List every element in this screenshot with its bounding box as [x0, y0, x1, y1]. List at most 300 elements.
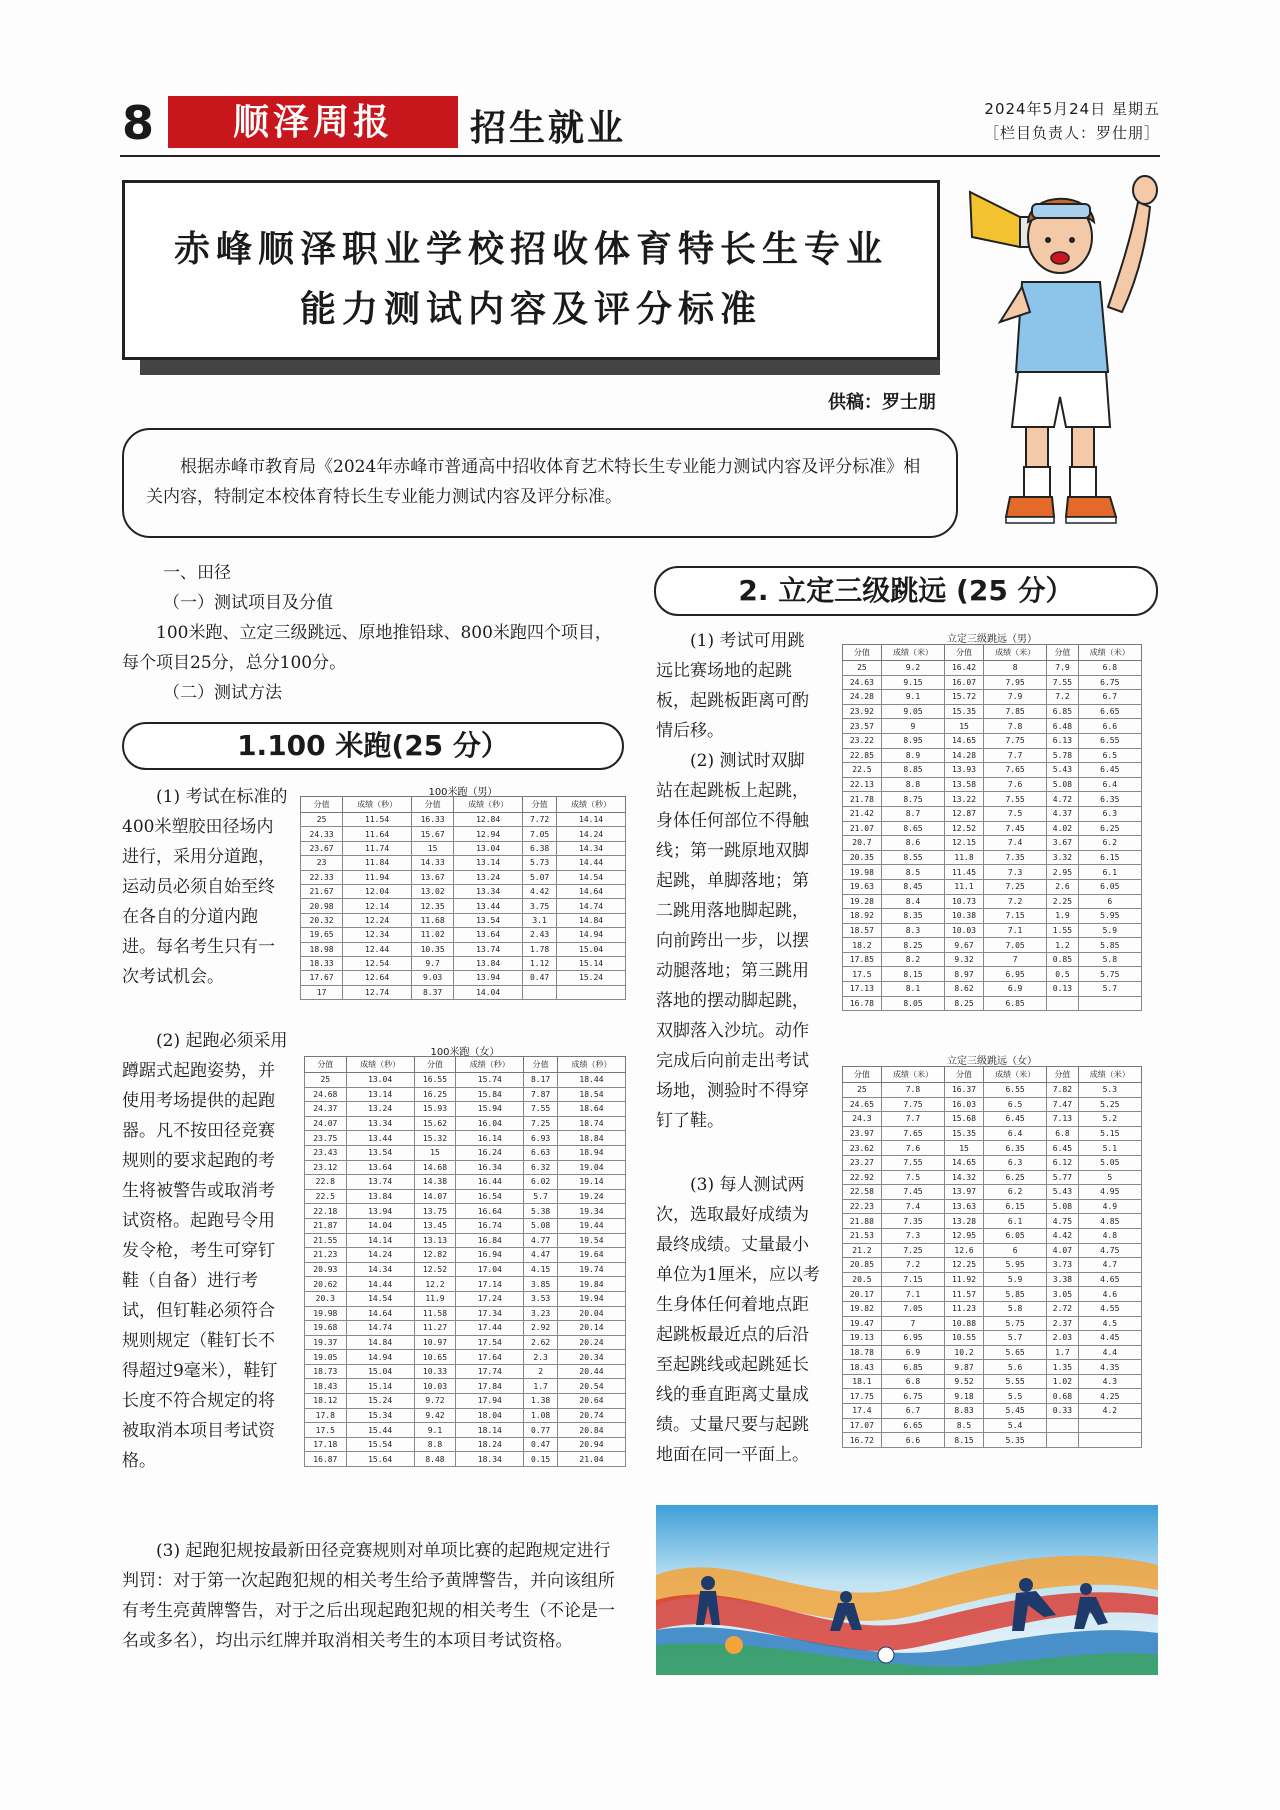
table-cell: 6.4 [1078, 777, 1141, 792]
table-row [843, 894, 1142, 909]
table-cell: 22.5 [843, 763, 882, 778]
table-header-cell: 成绩（米） [881, 1067, 944, 1083]
table-cell: 5.2 [1078, 1112, 1141, 1127]
table-cell: 4.9 [1078, 1199, 1141, 1214]
table-cell: 15.35 [945, 1126, 984, 1141]
table-cell: 6 [1078, 894, 1141, 909]
table-cell: 8.8 [414, 1437, 456, 1452]
table-cell: 15 [945, 1141, 984, 1156]
table-cell [1047, 996, 1078, 1011]
table-cell: 9.42 [414, 1408, 456, 1423]
table-cell: 3.1 [523, 913, 557, 927]
table-cell: 24.65 [843, 1097, 882, 1112]
table-cell: 4.3 [1078, 1374, 1141, 1389]
table-cell: 6.55 [1078, 733, 1141, 748]
table-cell: 10.33 [414, 1364, 456, 1379]
table-cell: 0.85 [1047, 952, 1078, 967]
table-cell: 17.5 [843, 967, 882, 982]
table-cell: 16.24 [456, 1145, 524, 1160]
table-cell: 12.87 [945, 806, 984, 821]
table-cell: 4.8 [1078, 1228, 1141, 1243]
table-cell: 23.22 [843, 733, 882, 748]
table-cell: 6.02 [524, 1175, 558, 1190]
table-cell: 13.74 [346, 1175, 414, 1190]
table-cell: 20.54 [557, 1379, 625, 1394]
table-row [843, 675, 1142, 690]
table-cell: 20.34 [557, 1350, 625, 1365]
table-cell: 22.92 [843, 1170, 882, 1185]
table-row [305, 1131, 626, 1146]
table-cell: 25 [305, 1073, 347, 1088]
table-cell: 24.63 [843, 675, 882, 690]
table-cell: 7.13 [1047, 1112, 1078, 1127]
items-paragraph: 100米跑、立定三级跳远、原地推铅球、800米跑四个项目，每个项目25分，总分100分。 [122, 623, 612, 673]
table-cell: 22.85 [843, 748, 882, 763]
table-cell: 19.54 [557, 1233, 625, 1248]
table-row [843, 909, 1142, 924]
table-cell: 6.75 [881, 1389, 944, 1404]
table-cell: 19.13 [843, 1331, 882, 1346]
table-cell: 5.73 [523, 856, 557, 870]
table-cell: 15.54 [346, 1437, 414, 1452]
table-cell: 14.34 [346, 1262, 414, 1277]
table-cell: 17.75 [843, 1389, 882, 1404]
table-cell: 13.02 [412, 884, 454, 898]
table-cell: 14.54 [557, 870, 626, 884]
table-cell: 6.7 [1078, 690, 1141, 705]
table-cell: 17.07 [843, 1418, 882, 1433]
table-cell: 6.45 [1078, 763, 1141, 778]
table-cell: 22.8 [305, 1175, 347, 1190]
table-row [843, 1316, 1142, 1331]
table-cell: 11.1 [945, 879, 984, 894]
table-row [305, 1145, 626, 1160]
table-row [305, 1116, 626, 1131]
table-row [305, 1189, 626, 1204]
table-cell: 8.1 [881, 982, 944, 997]
table-cell: 7.55 [524, 1102, 558, 1117]
table-cell: 20.32 [301, 913, 343, 927]
table-cell: 18.04 [456, 1408, 524, 1423]
table-header-cell: 成绩（秒） [557, 1057, 625, 1073]
table-row [305, 1175, 626, 1190]
table-cell: 4.2 [1078, 1404, 1141, 1419]
table-cell: 6 [983, 1243, 1046, 1258]
section-heading-track: 一、田径 [163, 563, 231, 583]
table-cell: 13.28 [945, 1214, 984, 1229]
table-cell: 6.63 [524, 1145, 558, 1160]
table-cell: 17.24 [456, 1291, 524, 1306]
table-cell: 15.14 [557, 956, 626, 970]
table-cell: 5.55 [983, 1374, 1046, 1389]
table-cell: 15.72 [945, 690, 984, 705]
table-cell: 12.24 [343, 913, 412, 927]
table-cell: 23.75 [305, 1131, 347, 1146]
table-cell: 4.95 [1078, 1185, 1141, 1200]
table-cell [1078, 1433, 1141, 1448]
table-cell: 13.94 [346, 1204, 414, 1219]
table-cell: 7.4 [983, 836, 1046, 851]
table-row [305, 1262, 626, 1277]
table-header-cell: 分值 [305, 1057, 347, 1073]
table-cell: 4.02 [1047, 821, 1078, 836]
table-cell: 9.15 [881, 675, 944, 690]
table-cell: 1.7 [524, 1379, 558, 1394]
table-cell: 14.74 [557, 899, 626, 913]
table-cell: 11.57 [945, 1287, 984, 1302]
title-line-1: 赤峰顺泽职业学校招收体育特长生专业 [173, 229, 888, 270]
table-cell: 1.78 [523, 942, 557, 956]
table-cell: 13.54 [454, 913, 523, 927]
table-cell: 11.8 [945, 850, 984, 865]
table-cell: 15.93 [414, 1102, 456, 1117]
table-cell: 19.68 [305, 1321, 347, 1336]
table-cell: 5.75 [983, 1316, 1046, 1331]
table-cell: 6.8 [1078, 661, 1141, 676]
table-cell: 4.77 [524, 1233, 558, 1248]
table-cell: 7.35 [881, 1214, 944, 1229]
table-cell: 11.68 [412, 913, 454, 927]
table-cell: 6.9 [881, 1345, 944, 1360]
table-row [305, 1408, 626, 1423]
table-cell: 6.95 [983, 967, 1046, 982]
subheading-items: （一）测试项目及分值 [163, 593, 333, 613]
table-header-cell: 分值 [301, 797, 343, 813]
table-cell: 9.67 [945, 938, 984, 953]
table-cell: 5.1 [1078, 1141, 1141, 1156]
table-row [843, 1126, 1142, 1141]
table-cell: 10.73 [945, 894, 984, 909]
table-cell: 24.3 [843, 1112, 882, 1127]
table-cell: 11.02 [412, 928, 454, 942]
table-row [301, 956, 626, 970]
table-cell: 6.6 [1078, 719, 1141, 734]
table-cell: 3.75 [523, 899, 557, 913]
table-cell: 19.84 [557, 1277, 625, 1292]
masthead [120, 88, 1160, 158]
table-cell [557, 985, 626, 999]
jump-paragraph-3: (3) 每人测试两次，选取最好成绩为最终成绩。丈量最小单位为1厘米，应以考生身体任何着地点距起跳板最近点的后沿至起跳线或起跳延长线的垂直距离丈量成绩。丈量尺要与起跳地面在同一平面上。 [656, 1175, 820, 1465]
table-cell: 11.94 [343, 870, 412, 884]
table-cell: 7.05 [881, 1301, 944, 1316]
table-cell: 20.98 [301, 899, 343, 913]
table-cell: 16.42 [945, 661, 984, 676]
table-row [305, 1364, 626, 1379]
paper-name-logo: 顺泽周报 [168, 96, 458, 148]
table-cell: 0.33 [1047, 1404, 1078, 1419]
table-row [305, 1233, 626, 1248]
table-cell: 15.84 [456, 1087, 524, 1102]
table-cell: 7.25 [983, 879, 1046, 894]
table-cell: 16.64 [456, 1204, 524, 1219]
table-cell: 21.78 [843, 792, 882, 807]
table-cell: 4.65 [1078, 1272, 1141, 1287]
table-cell: 7.72 [523, 813, 557, 827]
table-cell: 1.7 [1047, 1345, 1078, 1360]
table-cell: 6.75 [1078, 675, 1141, 690]
table-cell: 11.45 [945, 865, 984, 880]
table-cell: 14.44 [346, 1277, 414, 1292]
table-cell: 7.55 [983, 792, 1046, 807]
table-cell: 14.32 [945, 1170, 984, 1185]
table-cell: 9.7 [412, 956, 454, 970]
table-cell: 23.43 [305, 1145, 347, 1160]
table-cell: 5.77 [1047, 1170, 1078, 1185]
table-row [843, 1389, 1142, 1404]
table-cell: 8.65 [881, 821, 944, 836]
table-cell: 14.24 [557, 827, 626, 841]
table-cell: 4.6 [1078, 1287, 1141, 1302]
table-row [843, 748, 1142, 763]
table-cell: 14.33 [412, 856, 454, 870]
table-cell: 4.85 [1078, 1214, 1141, 1229]
table-cell: 8.15 [945, 1433, 984, 1448]
table-cell: 1.38 [524, 1394, 558, 1409]
table-row [843, 879, 1142, 894]
table-cell: 16.72 [843, 1433, 882, 1448]
table-cell: 7.15 [881, 1272, 944, 1287]
table-cell: 19.98 [305, 1306, 347, 1321]
table-cell: 13.67 [412, 870, 454, 884]
table-cell: 22.18 [305, 1204, 347, 1219]
table-cell: 21.53 [843, 1228, 882, 1243]
table-cell: 7.05 [523, 827, 557, 841]
table-cell [1078, 1418, 1141, 1433]
table-row [301, 985, 626, 999]
table-cell: 6.85 [983, 996, 1046, 1011]
table-cell: 13.22 [945, 792, 984, 807]
table-row [843, 821, 1142, 836]
table-cell: 8.17 [524, 1073, 558, 1088]
table-cell: 11.64 [343, 827, 412, 841]
table-cell: 18.24 [456, 1437, 524, 1452]
table-cell: 19.82 [843, 1301, 882, 1316]
table-cell: 18.2 [843, 938, 882, 953]
table-cell: 19.24 [557, 1189, 625, 1204]
table-cell: 4.42 [1047, 1228, 1078, 1243]
table-cell: 6.3 [1078, 806, 1141, 821]
table-cell: 15.74 [456, 1073, 524, 1088]
table-cell: 6.15 [1078, 850, 1141, 865]
table-cell: 9.1 [881, 690, 944, 705]
table-cell: 20.24 [557, 1335, 625, 1350]
table-cell: 9.05 [881, 704, 944, 719]
table-cell: 15.68 [945, 1112, 984, 1127]
table-cell: 7.05 [983, 938, 1046, 953]
table-cell: 7.8 [881, 1083, 944, 1098]
table-cell: 7.75 [881, 1097, 944, 1112]
table-row [843, 1243, 1142, 1258]
table-cell: 6.38 [523, 841, 557, 855]
table-cell: 14.65 [945, 733, 984, 748]
table-cell: 7.87 [524, 1087, 558, 1102]
table-cell: 4.45 [1078, 1331, 1141, 1346]
table-cell: 18.78 [843, 1345, 882, 1360]
table-cell: 19.34 [557, 1204, 625, 1219]
table-cell: 6.1 [983, 1214, 1046, 1229]
table-cell: 21.55 [305, 1233, 347, 1248]
table-cell: 23 [301, 856, 343, 870]
table-header-cell: 成绩（秒） [456, 1057, 524, 1073]
table-row [305, 1379, 626, 1394]
table-cell: 12.04 [343, 884, 412, 898]
table-cell: 19.28 [843, 894, 882, 909]
table-cell: 13.34 [454, 884, 523, 898]
table-cell: 5.7 [524, 1189, 558, 1204]
table-cell: 2 [524, 1364, 558, 1379]
table-cell: 7.6 [881, 1141, 944, 1156]
table-cell: 5.75 [1078, 967, 1141, 982]
table-cell: 23.57 [843, 719, 882, 734]
table-row [843, 923, 1142, 938]
table-cell: 13.34 [346, 1116, 414, 1131]
table-cell: 8.83 [945, 1404, 984, 1419]
table-cell: 24.07 [305, 1116, 347, 1131]
table-cell [523, 985, 557, 999]
table-cell: 14.74 [346, 1321, 414, 1336]
table-cell: 11.27 [414, 1321, 456, 1336]
masthead-rule [120, 155, 1160, 157]
table-cell: 11.84 [343, 856, 412, 870]
title-box [122, 180, 940, 360]
table-cell: 7.5 [881, 1170, 944, 1185]
table-cell: 5.8 [983, 1301, 1046, 1316]
table-row [305, 1321, 626, 1336]
table-cell: 7.2 [983, 894, 1046, 909]
table-cell: 7.5 [983, 806, 1046, 821]
table-cell: 6.93 [524, 1131, 558, 1146]
table-cell: 7.3 [881, 1228, 944, 1243]
table-cell: 5.07 [523, 870, 557, 884]
table-row [301, 971, 626, 985]
table-cell: 7.75 [983, 733, 1046, 748]
table-header-cell: 成绩（秒） [343, 797, 412, 813]
table-cell: 12.52 [414, 1262, 456, 1277]
table-header-cell: 分值 [524, 1057, 558, 1073]
table-cell: 12.35 [412, 899, 454, 913]
table-title-run-male: 100米跑（男） [428, 787, 498, 798]
table-cell: 7.2 [881, 1258, 944, 1273]
table-cell: 20.7 [843, 836, 882, 851]
table-cell: 20.93 [305, 1262, 347, 1277]
table-title-jump-female: 立定三级跳远（女） [947, 1056, 1037, 1067]
section-title-100m: 1.100 米跑(25 分） [122, 722, 624, 770]
table-cell: 9.1 [414, 1423, 456, 1438]
table-cell: 6.05 [1078, 879, 1141, 894]
table-row [305, 1452, 626, 1467]
table-cell: 7.65 [983, 763, 1046, 778]
table-cell: 16.55 [414, 1073, 456, 1088]
table-cell: 21.67 [301, 884, 343, 898]
table-cell: 2.25 [1047, 894, 1078, 909]
table-cell: 5.7 [983, 1331, 1046, 1346]
table-row [305, 1248, 626, 1263]
table-cell: 7.45 [881, 1185, 944, 1200]
sports-banner-illustration [656, 1505, 1158, 1675]
table-cell: 21.87 [305, 1218, 347, 1233]
table-cell: 11.74 [343, 841, 412, 855]
table-cell: 5.85 [983, 1287, 1046, 1302]
table-cell: 6.45 [983, 1112, 1046, 1127]
table-cell: 5.4 [983, 1418, 1046, 1433]
table-cell: 7.47 [1047, 1097, 1078, 1112]
table-cell: 2.72 [1047, 1301, 1078, 1316]
table-cell: 13.74 [454, 942, 523, 956]
table-cell: 8.37 [412, 985, 454, 999]
table-cell: 21.07 [843, 821, 882, 836]
table-row [843, 1345, 1142, 1360]
table-cell: 10.35 [412, 942, 454, 956]
table-cell: 13.44 [346, 1131, 414, 1146]
table-header-cell: 分值 [412, 797, 454, 813]
table-cell: 5.6 [983, 1360, 1046, 1375]
table-cell: 23.97 [843, 1126, 882, 1141]
table-cell: 16.78 [843, 996, 882, 1011]
table-cell: 5.25 [1078, 1097, 1141, 1112]
table-cell: 4.25 [1078, 1389, 1141, 1404]
table-row [843, 806, 1142, 821]
table-cell: 21.04 [557, 1452, 625, 1467]
table-cell: 20.04 [557, 1306, 625, 1321]
table-row [305, 1218, 626, 1233]
table-cell: 16.14 [456, 1131, 524, 1146]
table-cell: 13.93 [945, 763, 984, 778]
issue-date: 2024年5月24日 星期五 [984, 100, 1160, 118]
table-cell: 13.84 [454, 956, 523, 970]
table-row [843, 690, 1142, 705]
score-table-run-female [304, 1056, 626, 1467]
table-title-jump-male: 立定三级跳远（男） [947, 634, 1037, 645]
table-cell: 5.35 [983, 1433, 1046, 1448]
table-cell: 5.78 [1047, 748, 1078, 763]
table-cell: 5 [1078, 1170, 1141, 1185]
table-cell: 11.23 [945, 1301, 984, 1316]
table-cell: 15.32 [414, 1131, 456, 1146]
table-cell: 12.14 [343, 899, 412, 913]
table-header-row [843, 645, 1142, 661]
table-cell: 20.5 [843, 1272, 882, 1287]
table-cell: 7.95 [983, 675, 1046, 690]
table-cell: 6.65 [1078, 704, 1141, 719]
table-cell: 14.94 [557, 928, 626, 942]
table-row [843, 792, 1142, 807]
table-header-cell: 分值 [843, 1067, 882, 1083]
table-header-row [301, 797, 626, 813]
table-cell: 4.4 [1078, 1345, 1141, 1360]
table-cell: 18.54 [557, 1087, 625, 1102]
table-header-cell: 成绩（秒） [346, 1057, 414, 1073]
table-cell: 5.15 [1078, 1126, 1141, 1141]
table-cell: 14.38 [414, 1175, 456, 1190]
table-cell: 25 [843, 1083, 882, 1098]
table-cell: 7.45 [983, 821, 1046, 836]
table-cell: 7 [881, 1316, 944, 1331]
table-row [843, 733, 1142, 748]
table-cell: 15.94 [456, 1102, 524, 1117]
table-row [843, 1301, 1142, 1316]
table-cell: 13.75 [414, 1204, 456, 1219]
table-header-cell: 分值 [945, 1067, 984, 1083]
table-cell: 22.33 [301, 870, 343, 884]
table-cell: 5.65 [983, 1345, 1046, 1360]
table-row [843, 1185, 1142, 1200]
table-cell: 14.64 [346, 1306, 414, 1321]
table-row [843, 1418, 1142, 1433]
table-cell: 18.43 [843, 1360, 882, 1375]
section-title-triple-jump: 2. 立定三级跳远 (25 分） [654, 566, 1158, 616]
score-table-jump-female [842, 1066, 1142, 1448]
table-cell: 7.65 [881, 1126, 944, 1141]
